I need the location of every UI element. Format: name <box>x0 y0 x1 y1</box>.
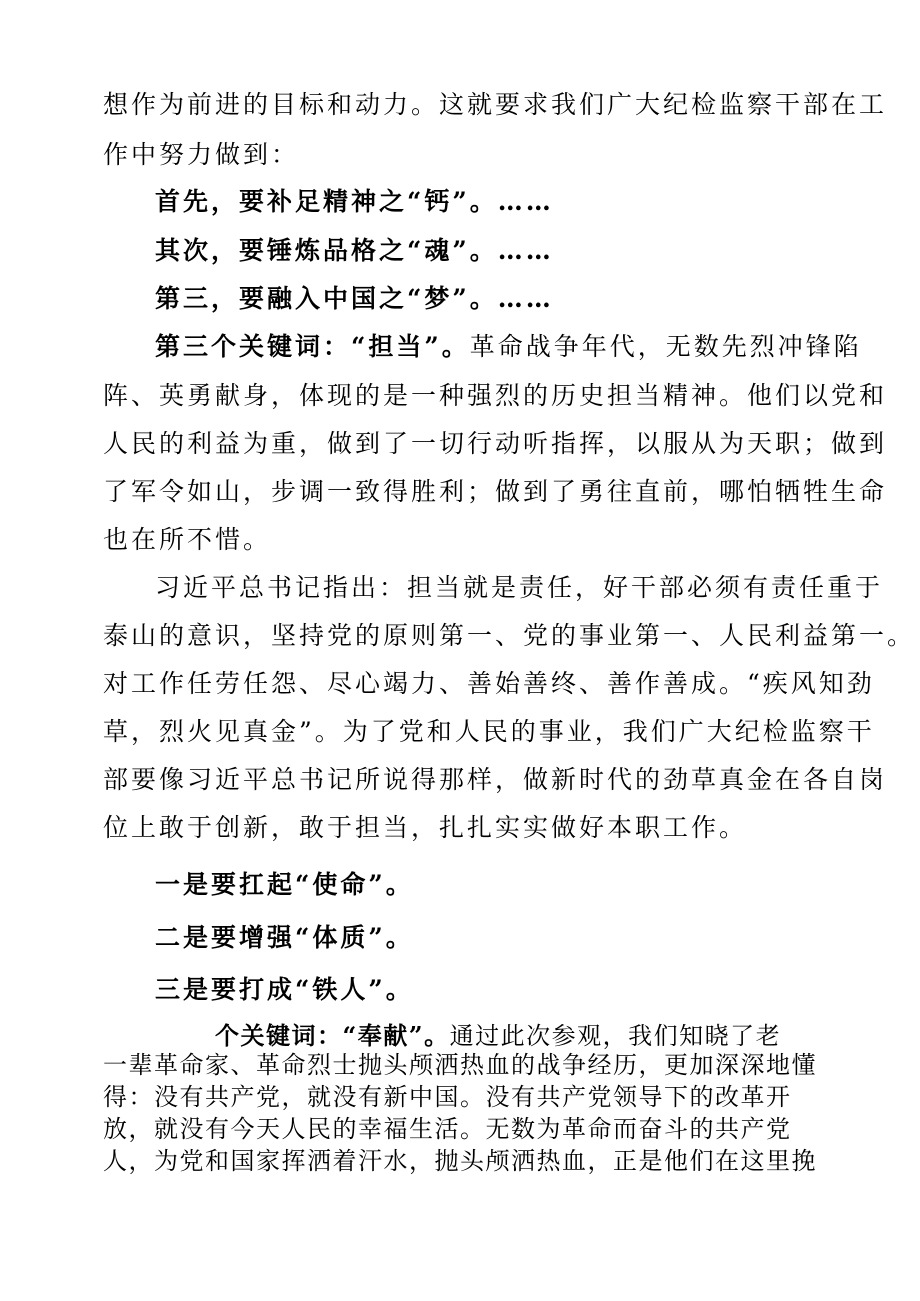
paragraph-line: 也在所不惜。 <box>103 525 272 554</box>
paragraph-line: 了军令如山，步调一致得胜利；做到了勇往直前，哪怕牺牲生命 <box>103 477 888 506</box>
paragraph-line: 习近平总书记指出：担当就是责任，好干部必须有责任重于 <box>155 573 884 602</box>
paragraph-text: 通过此次参观，我们知晓了老 <box>449 1022 782 1050</box>
list-item: 第三，要融入中国之“梦”。…… <box>155 284 554 313</box>
list-item: 一是要扛起“使命”。 <box>155 870 414 899</box>
paragraph-line: 部要像习近平总书记所说得那样，做新时代的劲草真金在各自岗 <box>103 765 888 794</box>
list-item: 其次，要锤炼品格之“魂”。…… <box>155 236 554 265</box>
keyword-heading: 个关键词：“奉献”。 <box>215 1021 450 1050</box>
paragraph-line: 对工作任劳任怨、尽心竭力、善始善终、善作善成。“疾风知劲 <box>103 669 875 698</box>
list-item: 三是要打成“铁人”。 <box>155 975 414 1004</box>
list-item: 首先，要补足精神之“钙”。…… <box>155 187 554 216</box>
paragraph-line: 草，烈火见真金”。为了党和人民的事业，我们广大纪检监察干 <box>103 717 875 746</box>
paragraph-line: 泰山的意识，坚持党的原则第一、党的事业第一、人民利益第一。 <box>103 621 916 650</box>
paragraph-text: 革命战争年代，无数先烈冲锋陷 <box>469 332 862 361</box>
keyword-heading: 第三个关键词：“担当”。 <box>155 332 470 361</box>
paragraph-line: 人民的利益为重，做到了一切行动听指挥，以服从为天职；做到 <box>103 429 888 458</box>
paragraph-line: 想作为前进的目标和动力。这就要求我们广大纪检监察干部在工 <box>103 90 888 119</box>
paragraph-line: 人，为党和国家挥洒着汗水，抛头颅洒热血，正是他们在这里挽 <box>103 1147 817 1175</box>
paragraph-line <box>215 1021 781 1051</box>
paragraph-line <box>155 332 862 362</box>
paragraph-line: 得：没有共产党，就没有新中国。没有共产党领导下的改革开 <box>103 1083 792 1111</box>
paragraph-line: 放，就没有今天人民的幸福生活。无数为革命而奋斗的共产党 <box>103 1115 792 1143</box>
paragraph-line: 作中努力做到： <box>103 140 300 169</box>
paragraph-line: 一辈革命家、革命烈士抛头颅洒热血的战争经历，更加深深地懂 <box>103 1051 817 1079</box>
list-item: 二是要增强“体质”。 <box>155 923 414 952</box>
paragraph-line: 位上敢于创新，敢于担当，扎扎实实做好本职工作。 <box>103 813 748 842</box>
paragraph-line: 阵、英勇献身，体现的是一种强烈的历史担当精神。他们以党和 <box>103 381 888 410</box>
